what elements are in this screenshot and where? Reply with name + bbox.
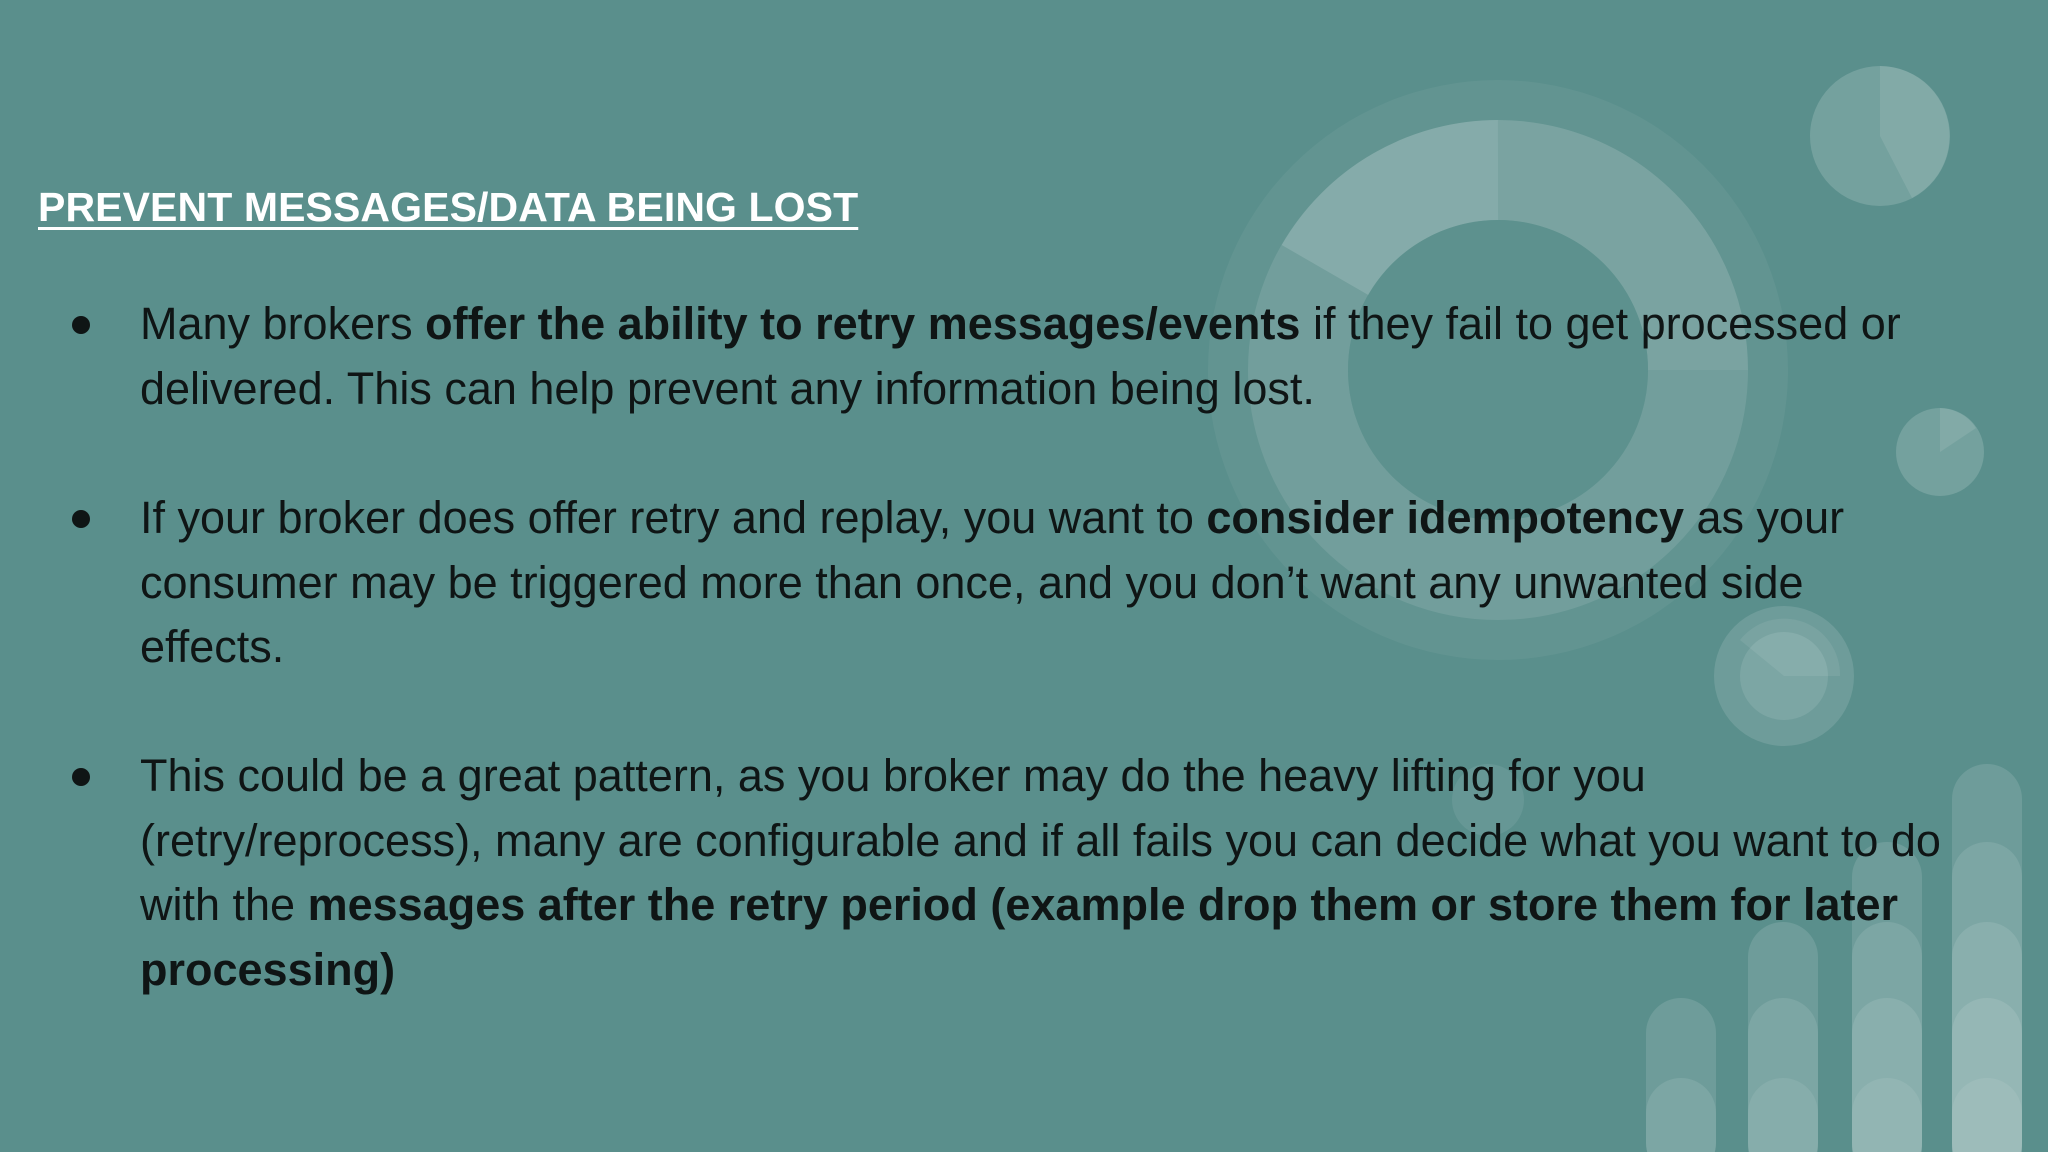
text-run: effects. [140, 621, 285, 672]
text-run: if they fail to get processed or [1300, 298, 1901, 349]
bullet-text [140, 292, 2020, 421]
bullet-dot-icon [72, 768, 90, 786]
bullet-dot-icon [72, 316, 90, 334]
bullet-dot-icon [72, 510, 90, 528]
text-run: with the [140, 879, 308, 930]
bold-text-run: offer the ability to retry messages/events [425, 298, 1301, 349]
text-run: Many brokers [140, 298, 426, 349]
text-run: (retry/reprocess), many are configurable and if all fails you can decide what you want to do [140, 814, 1941, 866]
text-run: as your [1684, 492, 1845, 543]
bullet-text [140, 486, 2020, 680]
bullet-text [140, 744, 2020, 1002]
bold-text-run: processing) [140, 943, 396, 995]
pie-chart-small-icon [1896, 408, 1984, 496]
text-run: If your broker does offer retry and replay, you want to [140, 492, 1207, 543]
slide-title: PREVENT MESSAGES/DATA BEING LOST [38, 184, 859, 230]
bold-text-run: consider idempotency [1206, 492, 1685, 543]
pie-chart-icon [1810, 66, 1950, 206]
text-run: delivered. This can help prevent any information being lost. [140, 362, 1315, 414]
bold-text-run: messages after the retry period (example drop them or store them for later [307, 879, 1899, 930]
text-run: consumer may be triggered more than once, and you don’t want any unwanted side [140, 556, 1804, 608]
text-run: This could be a great pattern, as you broker may do the heavy lifting for you [140, 750, 1646, 801]
